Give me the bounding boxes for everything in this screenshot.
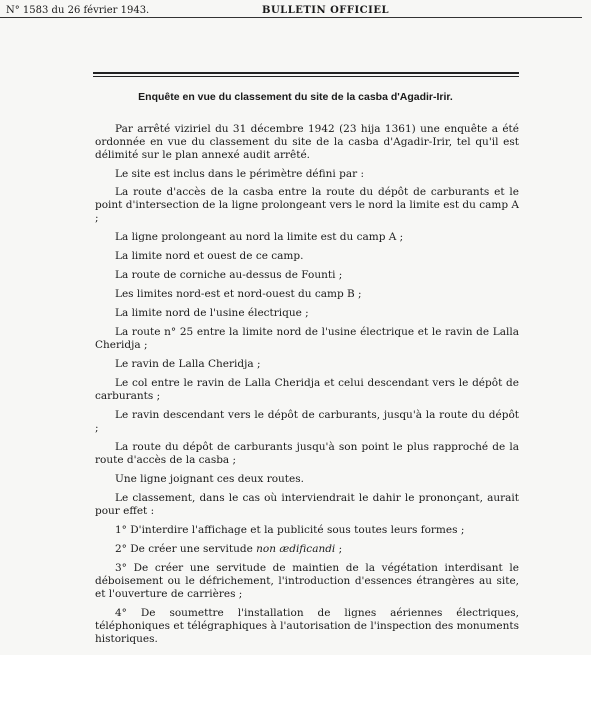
paragraph-text: ; [335, 543, 343, 555]
section-rule-bottom [93, 76, 519, 77]
page-margin [0, 655, 591, 704]
paragraph: La limite nord et ouest de ce camp. [115, 250, 304, 262]
paragraph: Le col entre le ravin de Lalla Cheridja et celui descendant vers le dépôt de carburants ; [95, 377, 519, 402]
paragraph: 1° D'interdire l'affichage et la publicité sous toutes leurs formes ; [115, 524, 465, 536]
paragraph: La limite nord de l'usine électrique ; [115, 307, 309, 319]
section-rule-top [93, 72, 519, 74]
page-header [6, 4, 580, 18]
paragraph: La route du dépôt de carburants jusqu'à son point le plus rapproché de la route d'accès de la casba ; [95, 441, 519, 466]
issue-number: N° 1583 du 26 février 1943. [6, 5, 150, 16]
header-rule [0, 17, 582, 18]
paragraph: Les limites nord-est et nord-ouest du camp B ; [115, 288, 362, 300]
article-title: Enquête en vue du classement du site de la casba d'Agadir-Irir. [138, 91, 453, 103]
paragraph: 4° De soumettre l'installation de lignes aériennes électriques, téléphoniques et télégraphiques à l'autorisation de l'inspection des monuments historiques. [95, 607, 519, 645]
paragraph: Le classement, dans le cas où interviendrait le dahir le prononçant, aurait pour effet : [95, 492, 519, 517]
paragraph: Le site est inclus dans le périmètre défini par : [115, 168, 364, 180]
italic-term: non ædificandi [256, 543, 336, 555]
paragraph: La route de corniche au-dessus de Founti ; [115, 269, 343, 281]
article-body [95, 123, 519, 646]
paragraph: Une ligne joignant ces deux routes. [115, 473, 304, 485]
publication-title: BULLETIN OFFICIEL [262, 5, 389, 16]
paragraph: Le ravin descendant vers le dépôt de carburants, jusqu'à la route du dépôt ; [95, 409, 519, 434]
paragraph [95, 543, 519, 556]
paragraph: 3° De créer une servitude de maintien de la végétation interdisant le déboisement ou le défrichement, l'introduction d'essences étrangères au site, et l'ouverture de carrières ; [95, 562, 519, 600]
paragraph: La ligne prolongeant au nord la limite est du camp A ; [115, 231, 404, 243]
paragraph: La route n° 25 entre la limite nord de l'usine électrique et le ravin de Lalla Cheridja ; [95, 326, 519, 351]
paragraph: Le ravin de Lalla Cheridja ; [115, 358, 261, 370]
paragraph: Par arrêté viziriel du 31 décembre 1942 (23 hija 1361) une enquête a été ordonnée en vue du classement du site de la casba d'Agadir-Irir, tel qu'il est délimité sur le plan annexé audit arrêté. [95, 123, 519, 161]
paragraph: La route d'accès de la casba entre la route du dépôt de carburants et le point d'intersection de la ligne prolongeant vers le nord la limite est du camp A ; [95, 186, 519, 224]
paragraph-text: 2° De créer une servitude [115, 543, 257, 555]
